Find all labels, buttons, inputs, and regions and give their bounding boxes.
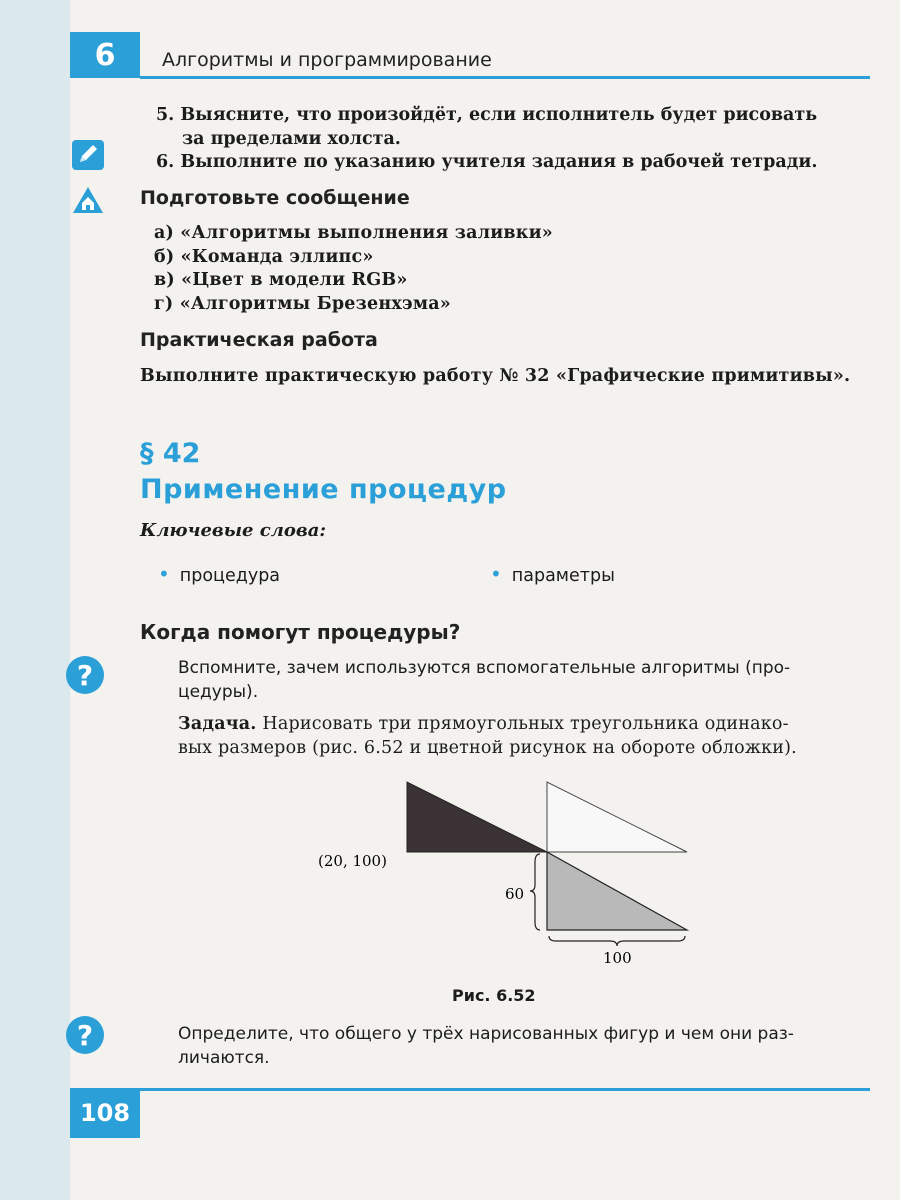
subsection-heading: Когда помогут процедуры?	[140, 620, 461, 644]
task-text: Задача. Нарисовать три прямоугольных треугольника одинако- вых размеров (рис. 6.52 и цветной рисунок на обороте обложки).	[178, 714, 797, 758]
width-bracket	[549, 936, 685, 946]
width-label: 100	[603, 949, 632, 967]
dark-triangle	[407, 782, 547, 852]
message-item-a: а) «Алгоритмы выполнения заливки»	[154, 223, 553, 243]
section-number: § 42	[140, 438, 201, 469]
triangles-figure	[300, 770, 720, 970]
grey-triangle	[547, 852, 687, 930]
question-icon: ?	[66, 656, 104, 694]
height-bracket	[530, 854, 540, 930]
message-item-d: г) «Алгоритмы Брезенхэма»	[154, 294, 451, 314]
message-heading: Подготовьте сообщение	[140, 187, 410, 209]
section-title: Применение процедур	[140, 474, 507, 505]
chapter-number: 6	[70, 32, 140, 78]
header-rule	[140, 76, 870, 79]
question-icon: ?	[66, 1016, 104, 1054]
question-6: 6. Выполните по указанию учителя задания в рабочей тетради.	[156, 152, 818, 172]
keyword-item: • параметры	[490, 562, 615, 586]
footer-rule	[140, 1088, 870, 1091]
pencil-icon	[72, 140, 104, 170]
margin-strip	[0, 0, 70, 1200]
keywords-label: Ключевые слова:	[140, 520, 327, 541]
recall-text: Вспомните, зачем используются вспомогательные алгоритмы (про- цедуры).	[178, 658, 791, 702]
practical-heading: Практическая работа	[140, 329, 378, 351]
page-number: 108	[70, 1088, 140, 1138]
keyword-item: • процедура	[158, 562, 281, 586]
question-5: 5. Выясните, что произойдёт, если исполнитель будет рисовать за пределами холста.	[156, 105, 818, 149]
final-question: Определите, что общего у трёх нарисованных фигур и чем они раз- личаются.	[178, 1024, 794, 1068]
bullet-icon: •	[490, 562, 502, 586]
white-triangle	[547, 782, 687, 852]
point-label: (20, 100)	[318, 852, 387, 870]
practical-text: Выполните практическую работу № 32 «Графические примитивы».	[140, 366, 851, 386]
figure-caption: Рис. 6.52	[452, 986, 536, 1005]
message-item-b: б) «Команда эллипс»	[154, 247, 374, 267]
bullet-icon: •	[158, 562, 170, 586]
message-item-c: в) «Цвет в модели RGB»	[154, 270, 408, 290]
height-label: 60	[505, 885, 525, 903]
chapter-title: Алгоритмы и программирование	[162, 49, 492, 71]
home-icon	[72, 186, 104, 214]
